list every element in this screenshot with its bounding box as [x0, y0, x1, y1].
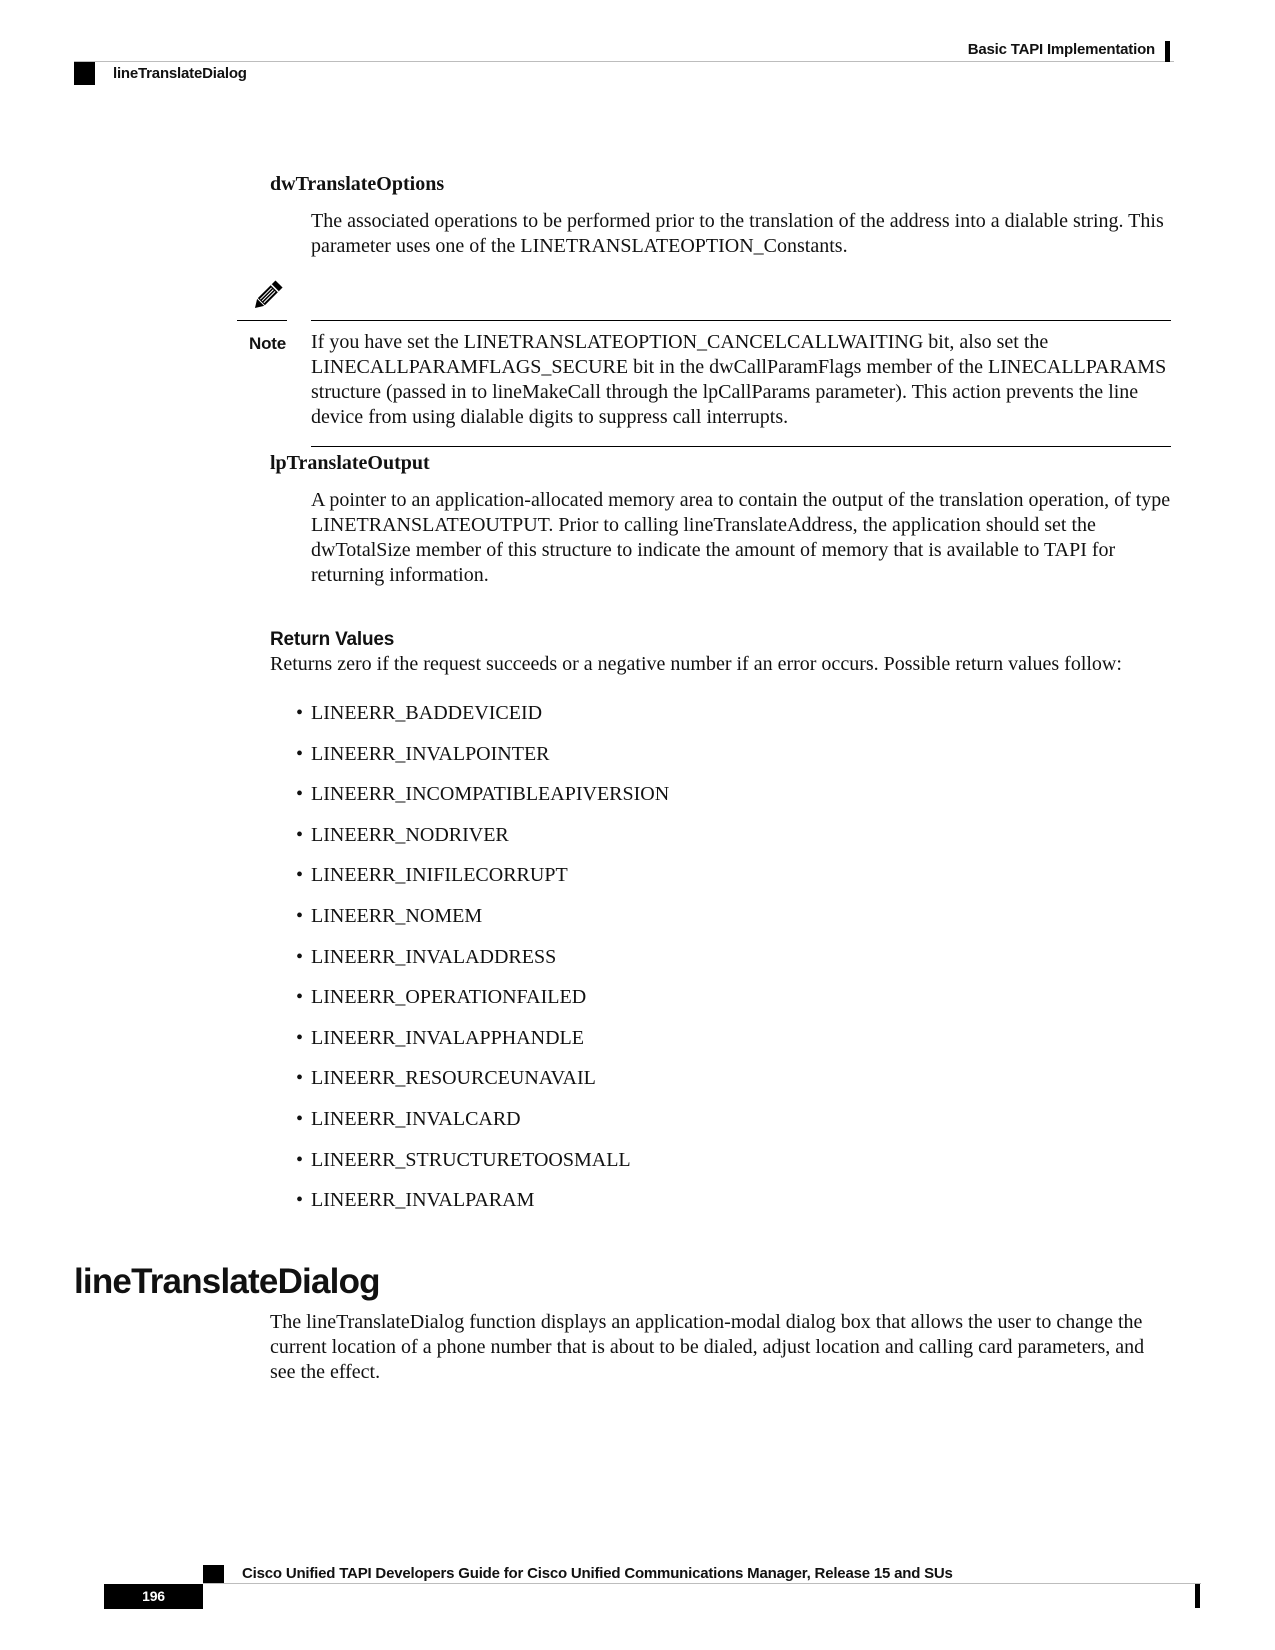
footer-right-marker [1195, 1584, 1200, 1608]
header-section-title: lineTranslateDialog [113, 65, 247, 82]
list-item: • LINEERR_BADDEVICEID [296, 702, 543, 724]
return-value: LINEERR_INVALADDRESS [311, 945, 557, 968]
param-description-dwtranslateoptions: The associated operations to be performed prior to the translation of the address into a dialable string. This parameter uses one of the LINETRANSLATEOPTION_Constants. [311, 210, 1164, 257]
list-item: • LINEERR_INVALAPPHANDLE [296, 1026, 584, 1049]
param-description-lptranslateoutput: A pointer to an application-allocated memory area to contain the output of the translation operation, of type LINETRANSLATEOUTPUT. Prior to calling lineTranslateAddress, the application should set the dwTotalSize member of this structure to indicate the amount of memory that is available to TAPI for returning information. [311, 489, 1171, 586]
header-rule [74, 61, 1174, 62]
return-value: LINEERR_INCOMPATIBLEAPIVERSION [311, 783, 670, 806]
note-label: Note [249, 334, 286, 353]
return-value: LINEERR_INIFILECORRUPT [311, 864, 568, 887]
pencil-icon [249, 278, 285, 314]
return-value: LINEERR_RESOURCEUNAVAIL [311, 1067, 596, 1090]
note-text: If you have set the LINETRANSLATEOPTION_CANCELCALLWAITING bit, also set the LINECALLPARAMFLAGS_SECURE bit in the dwCallParamFlags member of the LINECALLPARAMS structure (passed in to lineMakeCall through the lpCallParams parameter). This action prevents the line device from using dialable digits to suppress call interrupts. [311, 331, 1167, 428]
return-value: LINEERR_INVALPOINTER [311, 742, 550, 765]
return-values-intro: Returns zero if the request succeeds or a negative number if an error occurs. Possible return values follow: [270, 653, 1122, 675]
header-right-marker [1165, 41, 1170, 62]
return-value: LINEERR_STRUCTURETOOSMALL [311, 1148, 631, 1171]
section-title: lineTranslateDialog [74, 1262, 380, 1301]
list-item: • LINEERR_RESOURCEUNAVAIL [296, 1067, 596, 1090]
list-item: • LINEERR_STRUCTURETOOSMALL [296, 1148, 631, 1171]
list-item: • LINEERR_INCOMPATIBLEAPIVERSION [296, 783, 670, 806]
note-rule-top [311, 320, 1171, 321]
footer-marker [203, 1565, 224, 1583]
list-item: • LINEERR_NOMEM [296, 904, 483, 927]
list-item: • LINEERR_OPERATIONFAILED [296, 986, 587, 1009]
return-value: LINEERR_INVALAPPHANDLE [311, 1026, 584, 1049]
list-item: • LINEERR_INIFILECORRUPT [296, 864, 568, 887]
list-item: • LINEERR_INVALCARD [296, 1107, 521, 1130]
header-left-marker [74, 62, 95, 85]
list-item: • LINEERR_INVALADDRESS [296, 945, 557, 968]
note-rule-left [237, 320, 287, 321]
list-item: • LINEERR_INVALPOINTER [296, 742, 550, 765]
return-value: LINEERR_OPERATIONFAILED [311, 986, 587, 1009]
param-name-lptranslateoutput: lpTranslateOutput [270, 452, 430, 474]
return-value: LINEERR_BADDEVICEID [311, 702, 543, 724]
footer-rule [203, 1583, 1201, 1584]
return-value: LINEERR_INVALPARAM [311, 1189, 535, 1212]
footer-book-title: Cisco Unified TAPI Developers Guide for Cisco Unified Communications Manager, Release 15 and SUs [242, 1565, 953, 1582]
section-description: The lineTranslateDialog function displays an application-modal dialog box that allows the user to change the current location of a phone number that is about to be dialed, adjust location and calling card parameters, and see the effect. [270, 1311, 1145, 1383]
return-values-heading: Return Values [270, 629, 395, 650]
return-values-list [296, 700, 669, 1228]
note-rule-bottom [311, 446, 1171, 447]
list-item: • LINEERR_NODRIVER [296, 823, 509, 846]
page-number: 196 [104, 1584, 203, 1609]
param-name-dwtranslateoptions: dwTranslateOptions [270, 173, 445, 195]
list-item: • LINEERR_INVALPARAM [296, 1189, 535, 1212]
return-value: LINEERR_NOMEM [311, 904, 483, 927]
header-chapter-title: Basic TAPI Implementation [967, 41, 1155, 58]
return-value: LINEERR_NODRIVER [311, 823, 509, 846]
return-value: LINEERR_INVALCARD [311, 1107, 521, 1130]
